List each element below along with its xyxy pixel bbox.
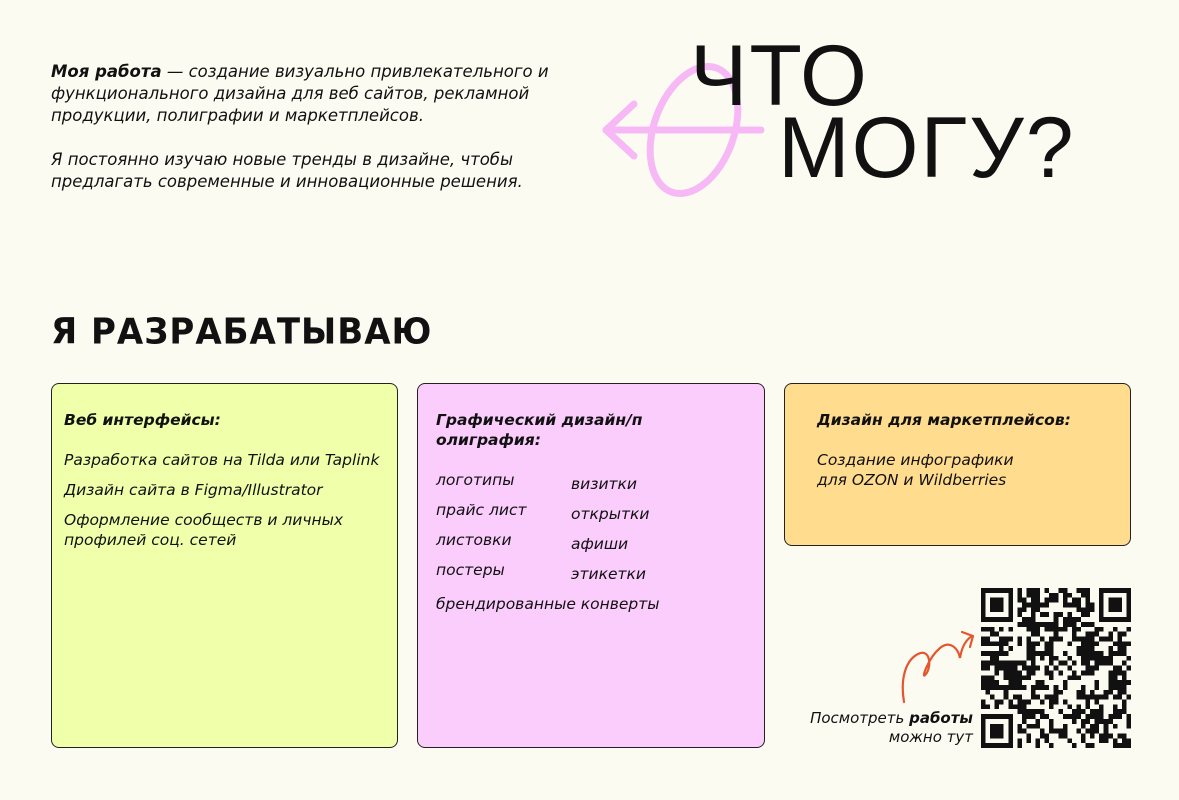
card-text-line-1: Создание инфографики bbox=[817, 451, 1014, 469]
headline-line-2: МОГУ? bbox=[778, 100, 1076, 196]
list-item: брендированные конверты bbox=[436, 595, 660, 613]
intro-paragraph-1 bbox=[51, 61, 611, 127]
section-title: Я РАЗРАБАТЫВАЮ bbox=[51, 311, 433, 353]
card-title: Графический дизайн/п олиграфия: bbox=[436, 411, 643, 449]
graphic-columns bbox=[436, 470, 746, 594]
intro-bold: Моя работа bbox=[51, 62, 162, 81]
qr-caption-pre: Посмотреть bbox=[810, 709, 910, 727]
card-graphic-design bbox=[417, 383, 765, 748]
graphic-column-2 bbox=[571, 470, 649, 594]
card-web-interfaces bbox=[51, 383, 398, 748]
graphic-column-1 bbox=[436, 470, 571, 594]
headline-line-1: ЧТО bbox=[690, 28, 869, 124]
headline bbox=[690, 28, 1076, 196]
list-item: этикетки bbox=[571, 565, 646, 583]
intro-paragraph-2: Я постоянно изучаю новые тренды в дизайне, чтобы предлагать современные и инновационные решения. bbox=[51, 150, 523, 191]
list-item: Разработка сайтов на Tilda или Taplink bbox=[64, 451, 380, 469]
card-title: Дизайн для маркетплейсов: bbox=[817, 411, 1071, 429]
intro-text bbox=[51, 61, 611, 215]
card-marketplace bbox=[784, 383, 1131, 546]
qr-caption bbox=[780, 709, 973, 747]
list-item: прайс лист bbox=[436, 501, 527, 519]
list-item: визитки bbox=[571, 475, 637, 493]
list-item: Оформление сообществ и личных профилей соц. сетей bbox=[64, 511, 344, 549]
list-item: афиши bbox=[571, 535, 629, 553]
qr-caption-line-2: можно тут bbox=[888, 728, 973, 746]
card-text-line-2: для OZON и Wildberries bbox=[817, 471, 1007, 489]
list-item: открытки bbox=[571, 505, 650, 523]
orange-squiggle-arrow-icon bbox=[896, 618, 978, 704]
qr-caption-bold: работы bbox=[909, 709, 973, 727]
list-item: логотипы bbox=[436, 471, 515, 489]
list-item: постеры bbox=[436, 561, 505, 579]
intro-p1-rest: — создание визуально привлекательного и функционального дизайна для веб сайтов, рекламной продукции, полиграфии и маркетплейсов. bbox=[51, 62, 549, 125]
list-item: листовки bbox=[436, 531, 512, 549]
card-title: Веб интерфейсы: bbox=[64, 411, 221, 429]
qr-code-icon[interactable] bbox=[981, 588, 1131, 748]
list-item: Дизайн сайта в Figma/Illustrator bbox=[64, 481, 323, 499]
